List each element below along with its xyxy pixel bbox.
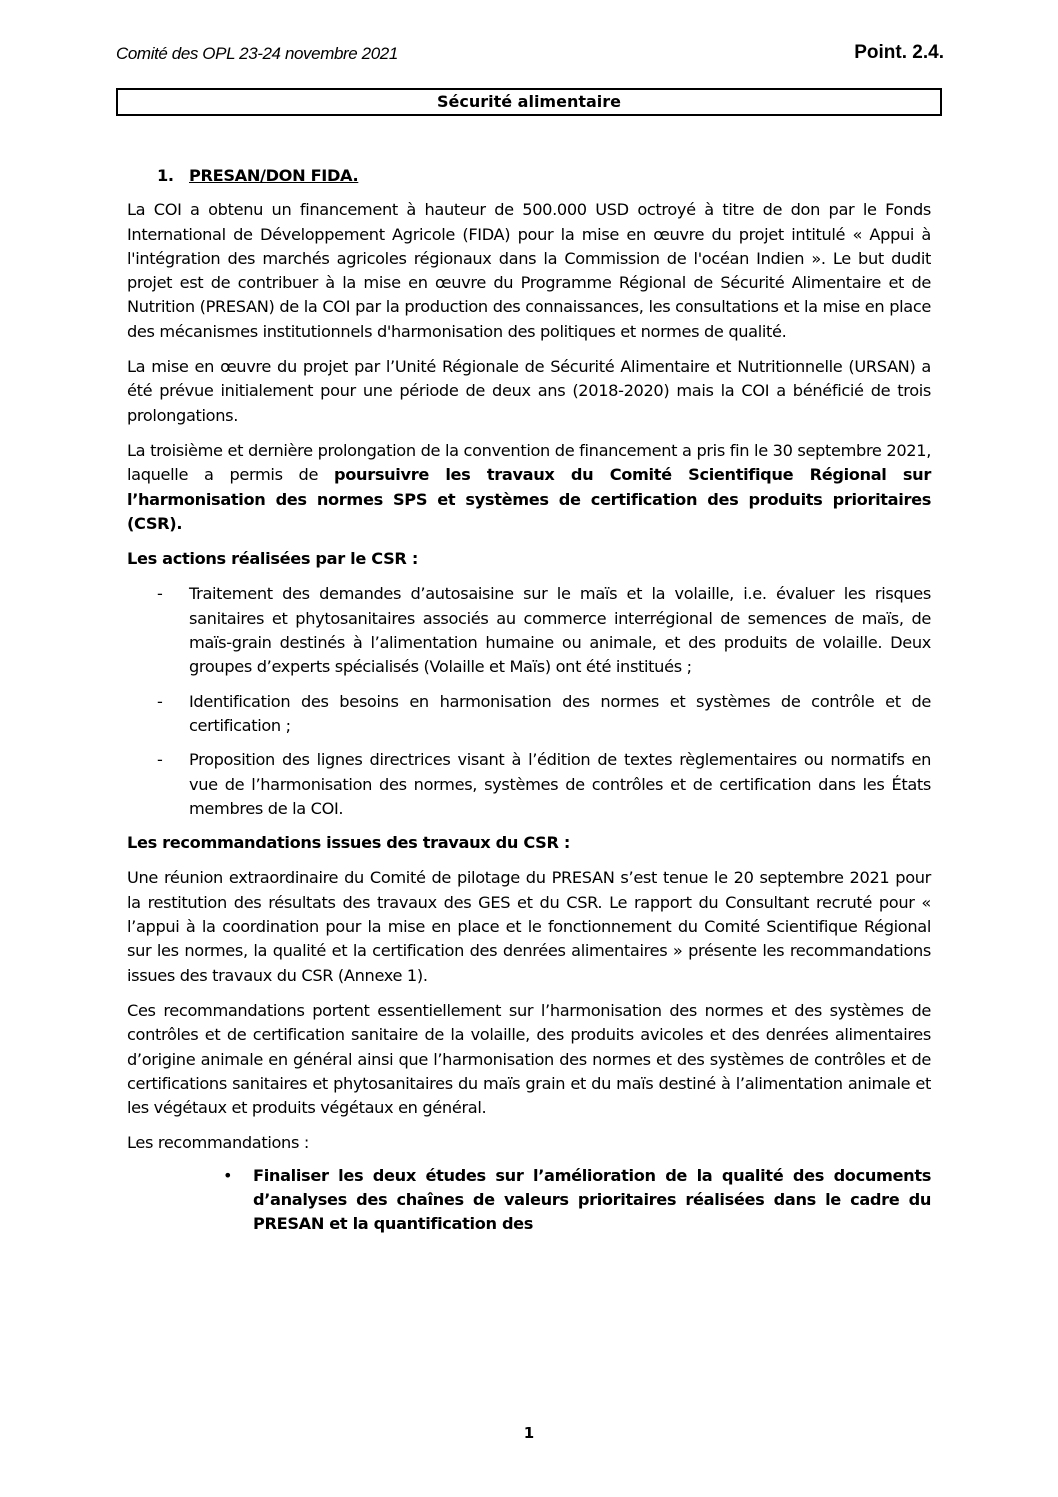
- actions-heading: Les actions réalisées par le CSR :: [127, 549, 418, 569]
- paragraph-implementation: La mise en œuvre du projet par l’Unité Régionale de Sécurité Alimentaire et Nutritionnelle (URSAN) a été prévue initialement pour une période de deux ans (2018-2020) mais la COI a bénéficié de trois prolongations.: [127, 357, 931, 425]
- section-title: PRESAN/DON FIDA.: [189, 166, 359, 185]
- list-item-text: Identification des besoins en harmonisation des normes et systèmes de contrôle et de certification ;: [189, 691, 931, 735]
- document-body: [127, 164, 931, 1237]
- dash-bullet-icon: -: [157, 584, 163, 604]
- dash-bullet-icon: -: [157, 750, 163, 770]
- paragraph-recommendations-scope: Ces recommandations portent essentiellement sur l’harmonisation des normes et des systèmes de contrôles et de certification sanitaire de la volaille, des produits avicoles et des denrées alimentaires d’origine animale en général ainsi que l’harmonisation des normes et des systèmes de contrôles et de certifications sanitaires et phytosanitaires du maïs grain et du maïs destiné à l’alimentation animale et les végétaux et produits végétaux en général.: [127, 1000, 931, 1118]
- list-item: [127, 582, 931, 679]
- recommendations-list: [127, 1164, 931, 1237]
- list-item: [127, 748, 931, 821]
- round-bullet-icon: •: [223, 1165, 233, 1185]
- list-item-text: Finaliser les deux études sur l’amélioration de la qualité des documents d’analyses des chaînes de valeurs prioritaires réalisées dans le cadre du PRESAN et la quantification des: [253, 1165, 931, 1234]
- dash-bullet-icon: -: [157, 691, 163, 711]
- list-item-text: Proposition des lignes directrices visant à l’édition de textes règlementaires ou normatifs en vue de l’harmonisation des normes, systèmes de contrôles et de certification dans les États membres de la COI.: [189, 750, 931, 818]
- recommendations-heading: Les recommandations issues des travaux du CSR :: [127, 833, 570, 853]
- recommendations-intro: Les recommandations :: [127, 1133, 309, 1153]
- section-number: 1.: [157, 166, 174, 185]
- actions-list: [127, 582, 931, 821]
- page-number: 1: [523, 1424, 535, 1442]
- paragraph-extension: [127, 439, 931, 536]
- paragraph-extension-text: La troisième et dernière prolongation de la convention de financement a pris fin le 30 septembre 2021, laquelle a permis de: [127, 440, 931, 485]
- list-item-text: Traitement des demandes d’autosaisine sur le maïs et la volaille, i.e. évaluer les risques sanitaires et phytosanitaires associés au commerce interrégional de semences de maïs, de maïs-grain destinés à l’alimentation humaine ou animale, et des produits de volaille. Deux groupes d’experts spécialisés (Volaille et Maïs) ont été institués ;: [189, 584, 931, 677]
- paragraph-meeting: Une réunion extraordinaire du Comité de pilotage du PRESAN s’est tenue le 20 septembre 2021 pour la restitution des résultats des travaux des GES et du CSR. Le rapport du Consultant recruté pour « l’appui à la coordination pour la mise en place et le fonctionnement du Comité Scientifique Régional sur les normes, la qualité et la certification des denrées alimentaires » présente les recommandations issues des travaux du CSR (Annexe 1).: [127, 868, 931, 985]
- section-heading: [157, 164, 931, 188]
- list-item: [127, 690, 931, 739]
- document-title: Sécurité alimentaire: [116, 88, 942, 116]
- list-item: [127, 1164, 931, 1237]
- header-point-label: Point. 2.4.: [854, 42, 944, 63]
- header-meeting-label: Comité des OPL 23-24 novembre 2021: [116, 44, 398, 63]
- paragraph-extension-bold: poursuivre les travaux du Comité Scientifique Régional sur l’harmonisation des normes SPS et systèmes de certification des produits prioritaires (CSR).: [127, 465, 931, 533]
- paragraph-funding: La COI a obtenu un financement à hauteur de 500.000 USD octroyé à titre de don par le Fonds International de Développement Agricole (FIDA) pour la mise en œuvre du projet intitulé « Appui à l'intégration des marchés agricoles régionaux dans la Commission de l'océan Indien ». Le but dudit projet est de contribuer à la mise en œuvre du Programme Régional de Sécurité Alimentaire et de Nutrition (PRESAN) de la COI par la production des connaissances, les consultations et la mise en place des mécanismes institutionnels d'harmonisation des politiques et normes de qualité.: [127, 200, 931, 341]
